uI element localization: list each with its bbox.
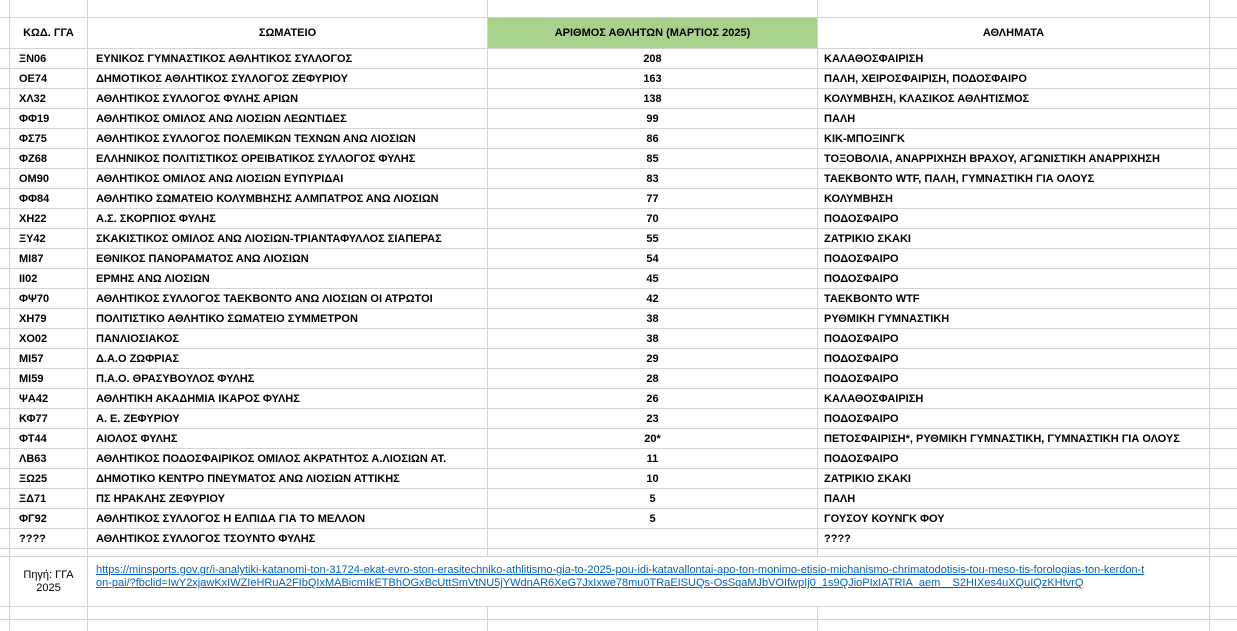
cell-club: ΠΣ ΗΡΑΚΛΗΣ ΖΕΦΥΡΙΟΥ [88, 489, 488, 509]
empty-cell [1210, 489, 1237, 509]
cell-code: ΦΦ19 [10, 109, 88, 129]
table-row [0, 369, 1237, 389]
cell-code: ΨΑ42 [10, 389, 88, 409]
source-row [0, 557, 1237, 607]
table-row [0, 489, 1237, 509]
column-header-sports: ΑΘΛΗΜΑΤΑ [818, 18, 1210, 49]
cell-sports: ΠΟΔΟΣΦΑΙΡΟ [818, 369, 1210, 389]
cell-club: ΑΘΛΗΤΙΚΟΣ ΣΥΛΛΟΓΟΣ ΠΟΛΕΜΙΚΩΝ ΤΕΧΝΩΝ ΑΝΩ ΛΙΟΣΙΩΝ [88, 129, 488, 149]
cell-club: Α. Ε. ΖΕΦΥΡΙΟΥ [88, 409, 488, 429]
empty-cell [0, 509, 10, 529]
cell-sports: ΠΑΛΗ, ΧΕΙΡΟΣΦΑΙΡΙΣΗ, ΠΟΔΟΣΦΑΙΡΟ [818, 69, 1210, 89]
cell-athletes: 138 [488, 89, 818, 109]
table-row [0, 129, 1237, 149]
cell-code: ???? [10, 529, 88, 549]
cell-code: ΦΓ92 [10, 509, 88, 529]
empty-cell [1210, 229, 1237, 249]
empty-cell [1210, 129, 1237, 149]
table-row [0, 269, 1237, 289]
cell-athletes: 85 [488, 149, 818, 169]
cell-athletes: 70 [488, 209, 818, 229]
table-row [0, 89, 1237, 109]
source-link-cell [88, 557, 1210, 607]
empty-cell [0, 269, 10, 289]
empty-cell [0, 109, 10, 129]
empty-cell [1210, 249, 1237, 269]
cell-club: ΑΘΛΗΤΙΚΟΣ ΣΥΛΛΟΓΟΣ ΤΣΟΥΝΤΟ ΦΥΛΗΣ [88, 529, 488, 549]
cell-athletes: 5 [488, 509, 818, 529]
empty-cell [0, 469, 10, 489]
table-row [0, 389, 1237, 409]
empty-cell [0, 409, 10, 429]
empty-cell [88, 620, 488, 631]
cell-code: ΞΥ42 [10, 229, 88, 249]
cell-club: ΕΘΝΙΚΟΣ ΠΑΝΟΡΑΜΑΤΟΣ ΑΝΩ ΛΙΟΣΙΩΝ [88, 249, 488, 269]
empty-cell [88, 549, 488, 557]
empty-cell [0, 18, 10, 49]
cell-code: ΦΤ44 [10, 429, 88, 449]
empty-top-row [0, 0, 1237, 18]
empty-cell [0, 189, 10, 209]
empty-cell [1210, 89, 1237, 109]
column-header-club: ΣΩΜΑΤΕΙΟ [88, 18, 488, 49]
cell-club: ΠΑΝΛΙΟΣΙΑΚΟΣ [88, 329, 488, 349]
cell-code: ΦΖ68 [10, 149, 88, 169]
table-row [0, 349, 1237, 369]
cell-athletes: 83 [488, 169, 818, 189]
table-row [0, 309, 1237, 329]
cell-code: ΞΩ25 [10, 469, 88, 489]
empty-cell [1210, 557, 1237, 607]
cell-code: ΦΨ70 [10, 289, 88, 309]
cell-athletes: 28 [488, 369, 818, 389]
empty-cell [488, 0, 818, 18]
cell-sports: ΤΟΞΟΒΟΛΙΑ, ΑΝΑΡΡΙΧΗΣΗ ΒΡΑΧΟΥ, ΑΓΩΝΙΣΤΙΚΗ ΑΝΑΡΡΙΧΗΣΗ [818, 149, 1210, 169]
cell-club: ΑΘΛΗΤΙΚΗ ΑΚΑΔΗΜΙΑ ΙΚΑΡΟΣ ΦΥΛΗΣ [88, 389, 488, 409]
empty-cell [0, 349, 10, 369]
empty-cell [0, 369, 10, 389]
cell-sports: ΠΟΔΟΣΦΑΙΡΟ [818, 249, 1210, 269]
empty-cell [1210, 549, 1237, 557]
empty-cell [818, 549, 1210, 557]
cell-sports: ΖΑΤΡΙΚΙΟ ΣΚΑΚΙ [818, 229, 1210, 249]
cell-club: ΕΛΛΗΝΙΚΟΣ ΠΟΛΙΤΙΣΤΙΚΟΣ ΟΡΕΙΒΑΤΙΚΟΣ ΣΥΛΛΟΓΟΣ ΦΥΛΗΣ [88, 149, 488, 169]
cell-athletes: 55 [488, 229, 818, 249]
empty-bottom-row [0, 607, 1237, 620]
cell-code: ΟΜ90 [10, 169, 88, 189]
source-link[interactable]: https://minsports.gov.gr/i-analytiki-katanomi-ton-31724-ekat-evro-ston-erasitechniko-athlitismo-gia-to-2025-pou-idi-katavallontai-apo-ton-monimo-etisio-michanismo-chrimatodotisis-tou-meso-tis-forologias-ton-kerdon-ton-pai/?fbclid=IwY2xjawKxIWZIeHRuA2FIbQIxMABicmIkETBhOGxBcUttSmVtNU5jYWdnAR6XeG7JxIxwe78mu0TRaEISUQs-OsSqaMJbVOIfwpIj0_1s9QJioPIxIATRIA_aem__S2HIXes4uXQuIQzKHtvrQ [96, 564, 1145, 589]
empty-cell [1210, 429, 1237, 449]
table-row [0, 469, 1237, 489]
table-row [0, 329, 1237, 349]
cell-club: ΣΚΑΚΙΣΤΙΚΟΣ ΟΜΙΛΟΣ ΑΝΩ ΛΙΟΣΙΩΝ-ΤΡΙΑΝΤΑΦΥΛΛΟΣ ΣΙΑΠΕΡΑΣ [88, 229, 488, 249]
cell-code: ΜΙ59 [10, 369, 88, 389]
table-row [0, 209, 1237, 229]
cell-sports: ΠΟΔΟΣΦΑΙΡΟ [818, 269, 1210, 289]
cell-athletes: 99 [488, 109, 818, 129]
empty-cell [1210, 449, 1237, 469]
table-row [0, 289, 1237, 309]
gap-row [0, 549, 1237, 557]
empty-cell [488, 549, 818, 557]
cell-sports: ΠΑΛΗ [818, 109, 1210, 129]
cell-athletes: 54 [488, 249, 818, 269]
cell-sports: ΚΑΛΑΘΟΣΦΑΙΡΙΣΗ [818, 389, 1210, 409]
empty-cell [0, 429, 10, 449]
empty-cell [1210, 509, 1237, 529]
cell-code: ΞΝ06 [10, 49, 88, 69]
empty-bottom-row [0, 620, 1237, 631]
cell-athletes: 42 [488, 289, 818, 309]
empty-cell [1210, 329, 1237, 349]
empty-cell [1210, 469, 1237, 489]
empty-cell [1210, 529, 1237, 549]
table-row [0, 49, 1237, 69]
cell-club: ΑΙΟΛΟΣ ΦΥΛΗΣ [88, 429, 488, 449]
empty-cell [1210, 389, 1237, 409]
cell-sports: ???? [818, 529, 1210, 549]
empty-cell [1210, 309, 1237, 329]
cell-sports: ΚΟΛΥΜΒΗΣΗ [818, 189, 1210, 209]
table-row [0, 229, 1237, 249]
cell-club: Α.Σ. ΣΚΟΡΠΙΟΣ ΦΥΛΗΣ [88, 209, 488, 229]
table-row [0, 69, 1237, 89]
empty-cell [0, 169, 10, 189]
cell-sports: ΠΕΤΟΣΦΑΙΡΙΣΗ*, ΡΥΘΜΙΚΗ ΓΥΜΝΑΣΤΙΚΗ, ΓΥΜΝΑΣΤΙΚΗ ΓΙΑ ΟΛΟΥΣ [818, 429, 1210, 449]
cell-club: ΔΗΜΟΤΙΚΟ ΚΕΝΤΡΟ ΠΝΕΥΜΑΤΟΣ ΑΝΩ ΛΙΟΣΙΩΝ ΑΤΤΙΚΗΣ [88, 469, 488, 489]
cell-club: Π.Α.Ο. ΘΡΑΣΥΒΟΥΛΟΣ ΦΥΛΗΣ [88, 369, 488, 389]
empty-cell [0, 209, 10, 229]
table-row [0, 529, 1237, 549]
empty-cell [0, 229, 10, 249]
cell-sports: ΠΟΔΟΣΦΑΙΡΟ [818, 209, 1210, 229]
empty-cell [1210, 69, 1237, 89]
source-label: Πηγή: ΓΓΑ 2025 [10, 557, 88, 607]
cell-athletes: 26 [488, 389, 818, 409]
cell-club: Δ.Α.Ο ΖΩΦΡΙΑΣ [88, 349, 488, 369]
empty-cell [1210, 607, 1237, 620]
table-row [0, 169, 1237, 189]
table-row [0, 149, 1237, 169]
cell-sports: ΠΟΔΟΣΦΑΙΡΟ [818, 329, 1210, 349]
empty-cell [1210, 409, 1237, 429]
cell-code: ΞΔ71 [10, 489, 88, 509]
table-row [0, 449, 1237, 469]
empty-cell [10, 0, 88, 18]
cell-athletes: 45 [488, 269, 818, 289]
cell-athletes: 29 [488, 349, 818, 369]
empty-cell [1210, 109, 1237, 129]
cell-sports: ΤΑΕΚΒΟΝΤΟ WTF [818, 289, 1210, 309]
cell-code: ΟΕ74 [10, 69, 88, 89]
cell-sports: ΤΑΕΚΒΟΝΤΟ WTF, ΠΑΛΗ, ΓΥΜΝΑΣΤΙΚΗ ΓΙΑ ΟΛΟΥΣ [818, 169, 1210, 189]
cell-athletes [488, 529, 818, 549]
empty-cell [0, 489, 10, 509]
empty-cell [818, 607, 1210, 620]
cell-athletes: 38 [488, 309, 818, 329]
cell-code: ΙΙ02 [10, 269, 88, 289]
empty-cell [1210, 349, 1237, 369]
empty-cell [488, 620, 818, 631]
cell-code: ΧΗ22 [10, 209, 88, 229]
cell-sports: ΠΑΛΗ [818, 489, 1210, 509]
cell-club: ΑΘΛΗΤΙΚΟΣ ΣΥΛΛΟΓΟΣ Η ΕΛΠΙΔΑ ΓΙΑ ΤΟ ΜΕΛΛΟΝ [88, 509, 488, 529]
cell-sports: ΠΟΔΟΣΦΑΙΡΟ [818, 349, 1210, 369]
cell-athletes: 11 [488, 449, 818, 469]
cell-athletes: 23 [488, 409, 818, 429]
table-row [0, 509, 1237, 529]
empty-cell [0, 149, 10, 169]
empty-cell [1210, 620, 1237, 631]
cell-code: ΜΙ87 [10, 249, 88, 269]
empty-cell [0, 289, 10, 309]
cell-athletes: 20* [488, 429, 818, 449]
table-row [0, 189, 1237, 209]
cell-athletes: 208 [488, 49, 818, 69]
cell-club: ΑΘΛΗΤΙΚΟΣ ΟΜΙΛΟΣ ΑΝΩ ΛΙΟΣΙΩΝ ΛΕΩΝΤΙΔΕΣ [88, 109, 488, 129]
cell-club: ΑΘΛΗΤΙΚΟΣ ΟΜΙΛΟΣ ΑΝΩ ΛΙΟΣΙΩΝ ΕΥΠΥΡΙΔΑΙ [88, 169, 488, 189]
cell-athletes: 163 [488, 69, 818, 89]
cell-athletes: 86 [488, 129, 818, 149]
cell-club: ΕΥΝΙΚΟΣ ΓΥΜΝΑΣΤΙΚΟΣ ΑΘΛΗΤΙΚΟΣ ΣΥΛΛΟΓΟΣ [88, 49, 488, 69]
cell-code: ΚΦ77 [10, 409, 88, 429]
cell-athletes: 38 [488, 329, 818, 349]
empty-cell [1210, 269, 1237, 289]
cell-sports: ΠΟΔΟΣΦΑΙΡΟ [818, 449, 1210, 469]
empty-cell [0, 309, 10, 329]
empty-cell [1210, 289, 1237, 309]
header-row [0, 18, 1237, 49]
empty-cell [818, 620, 1210, 631]
empty-cell [0, 89, 10, 109]
cell-club: ΑΘΛΗΤΙΚΟ ΣΩΜΑΤΕΙΟ ΚΟΛΥΜΒΗΣΗΣ ΑΛΜΠΑΤΡΟΣ ΑΝΩ ΛΙΟΣΙΩΝ [88, 189, 488, 209]
cell-athletes: 5 [488, 489, 818, 509]
cell-sports: ΖΑΤΡΙΚΙΟ ΣΚΑΚΙ [818, 469, 1210, 489]
empty-cell [0, 557, 10, 607]
cell-club: ΠΟΛΙΤΙΣΤΙΚΟ ΑΘΛΗΤΙΚΟ ΣΩΜΑΤΕΙΟ ΣΥΜΜΕΤΡΟΝ [88, 309, 488, 329]
cell-sports: ΚΑΛΑΘΟΣΦΑΙΡΙΣΗ [818, 49, 1210, 69]
empty-cell [10, 620, 88, 631]
empty-cell [1210, 18, 1237, 49]
empty-cell [10, 607, 88, 620]
cell-code: ΦΦ84 [10, 189, 88, 209]
empty-cell [1210, 189, 1237, 209]
column-header-athletes: ΑΡΙΘΜΟΣ ΑΘΛΗΤΩΝ (ΜΑΡΤΙΟΣ 2025) [488, 18, 818, 49]
cell-club: ΔΗΜΟΤΙΚΟΣ ΑΘΛΗΤΙΚΟΣ ΣΥΛΛΟΓΟΣ ΖΕΦΥΡΙΟΥ [88, 69, 488, 89]
empty-cell [0, 69, 10, 89]
empty-cell [0, 549, 10, 557]
cell-club: ΑΘΛΗΤΙΚΟΣ ΣΥΛΛΟΓΟΣ ΦΥΛΗΣ ΑΡΙΩΝ [88, 89, 488, 109]
cell-code: ΧΗ79 [10, 309, 88, 329]
empty-cell [1210, 0, 1237, 18]
table-row [0, 409, 1237, 429]
cell-sports: ΠΟΔΟΣΦΑΙΡΟ [818, 409, 1210, 429]
cell-club: ΑΘΛΗΤΙΚΟΣ ΣΥΛΛΟΓΟΣ ΤΑΕΚΒΟΝΤΟ ΑΝΩ ΛΙΟΣΙΩΝ ΟΙ ΑΤΡΩΤΟΙ [88, 289, 488, 309]
cell-athletes: 77 [488, 189, 818, 209]
cell-code: ΦΣ75 [10, 129, 88, 149]
cell-athletes: 10 [488, 469, 818, 489]
cell-code: ΧΛ32 [10, 89, 88, 109]
empty-cell [0, 449, 10, 469]
empty-cell [10, 549, 88, 557]
empty-cell [1210, 369, 1237, 389]
cell-sports: ΡΥΘΜΙΚΗ ΓΥΜΝΑΣΤΙΚΗ [818, 309, 1210, 329]
empty-cell [0, 620, 10, 631]
table-row [0, 109, 1237, 129]
empty-cell [818, 0, 1210, 18]
cell-club: ΕΡΜΗΣ ΑΝΩ ΛΙΟΣΙΩΝ [88, 269, 488, 289]
empty-cell [0, 49, 10, 69]
cell-club: ΑΘΛΗΤΙΚΟΣ ΠΟΔΟΣΦΑΙΡΙΚΟΣ ΟΜΙΛΟΣ ΑΚΡΑΤΗΤΟΣ Α.ΛΙΟΣΙΩΝ ΑΤ. [88, 449, 488, 469]
empty-cell [0, 529, 10, 549]
empty-cell [1210, 149, 1237, 169]
empty-cell [1210, 169, 1237, 189]
empty-cell [0, 0, 10, 18]
empty-cell [0, 329, 10, 349]
cell-code: ΜΙ57 [10, 349, 88, 369]
table-body [0, 49, 1237, 549]
cell-code: ΛΒ63 [10, 449, 88, 469]
cell-sports: ΚΙΚ-ΜΠΟΞΙΝΓΚ [818, 129, 1210, 149]
cell-sports: ΚΟΛΥΜΒΗΣΗ, ΚΛΑΣΙΚΟΣ ΑΘΛΗΤΙΣΜΟΣ [818, 89, 1210, 109]
cell-sports: ΓΟΥΣΟΥ ΚΟΥΝΓΚ ΦΟΥ [818, 509, 1210, 529]
empty-cell [1210, 49, 1237, 69]
empty-cell [88, 0, 488, 18]
empty-cell [488, 607, 818, 620]
empty-cell [88, 607, 488, 620]
empty-cell [0, 249, 10, 269]
empty-cell [1210, 209, 1237, 229]
empty-cell [0, 129, 10, 149]
empty-cell [0, 389, 10, 409]
empty-cell [0, 607, 10, 620]
column-header-code: ΚΩΔ. ΓΓΑ [10, 18, 88, 49]
table-row [0, 249, 1237, 269]
table-row [0, 429, 1237, 449]
cell-code: ΧΟ02 [10, 329, 88, 349]
